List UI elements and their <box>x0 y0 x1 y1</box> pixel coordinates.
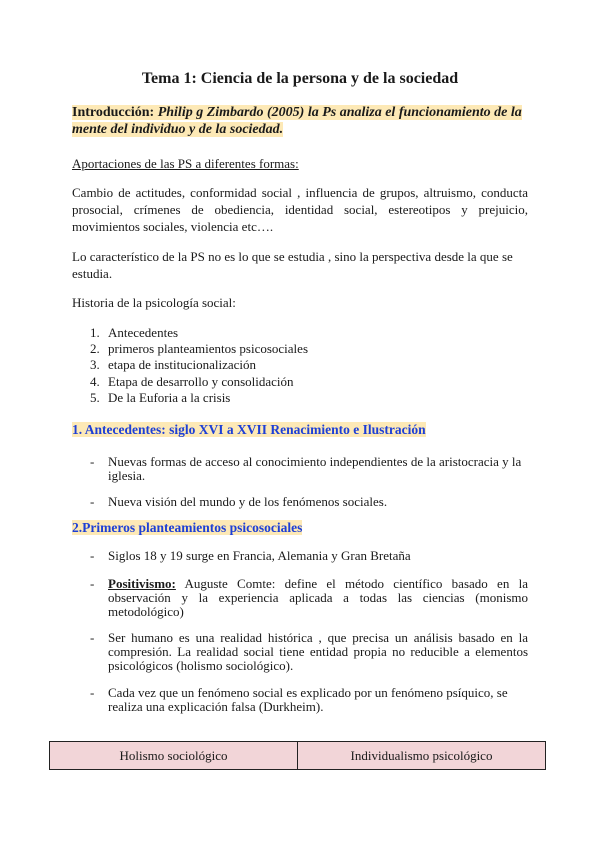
list-item: 5. De la Euforia a la crisis <box>90 389 231 405</box>
list-item: 3. etapa de institucionalización <box>90 357 256 373</box>
section-2-heading: 2.Primeros planteamientos psicosociales <box>72 520 303 535</box>
list-item: 2. primeros planteamientos psicosociales <box>90 341 309 357</box>
historia-heading: Historia de la psicología social: <box>72 295 236 310</box>
page-title: Tema 1: Ciencia de la persona y de la sociedad <box>141 70 459 87</box>
table-row <box>50 742 546 770</box>
table-cell-holismo: Holismo sociológico <box>50 742 298 770</box>
aportaciones-text: Cambio de actitudes, conformidad social , influencia de grupos, altruismo, conducta prosocial, crímenes de obediencia, identidad social, estereotipos y prejuicio, movimientos sociales, violencia etc…. <box>72 185 528 234</box>
intro-text: Philip g Zimbardo (2005) la Ps analiza el funcionamiento de la mente del individuo y de la sociedad. <box>72 105 522 137</box>
section-1-heading: 1. Antecedentes: siglo XVI a XVII Renacimiento e Ilustración <box>72 422 426 437</box>
historia-list <box>90 325 308 406</box>
introduction <box>72 104 532 138</box>
positivismo-label: Positivismo: <box>108 576 176 591</box>
intro-label: Introducción: <box>72 105 158 120</box>
caracteristico-text: Lo característico de la PS no es lo que se estudia , sino la perspectiva desde la que se estudia. <box>72 249 513 281</box>
comparison-table <box>49 741 546 770</box>
list-item: 1. Antecedentes <box>90 325 179 340</box>
aportaciones-heading: Aportaciones de las PS a diferentes formas: <box>72 156 299 171</box>
table-cell-individualismo: Individualismo psicológico <box>298 742 546 770</box>
document-page: Tema 1: Ciencia de la persona y de la sociedad Introducción: Philip g Zimbardo (2005) la Ps analiza el funcionamiento de la mente del individuo y de la sociedad. Aportaciones de las PS a diferentes formas: Cambio de actitudes, conformidad social , influencia de grupos, altruismo, conducta prosocial, crímenes de obediencia, identidad social, estereotipos y prejuicio, movimientos sociales, violencia etc…. Lo característico de la PS no es lo que se estudia , sino la perspectiva desde la que se estudia. Historia de la psicología social: 1. Antecedentes 2. primeros planteamientos psicosociales 3. etapa de institucionalización 4. Etapa de desarrollo y consolidación 5. De la Euforia a la crisis 1. Antecedentes: siglo XVI a XVII Renacimiento e Ilustración - Nuevas formas de acceso al conocimiento independientes de la aristocracia y la iglesia. - Nueva visión del mundo y de los fenómenos sociales. 2.Primeros planteamientos psicosociales - Siglos 18 y 19 surge en Francia, Alemania y Gran Bretaña - Positivismo: Auguste Comte: define el método científico basado en la observación y la experiencia aplicada a todas las ciencias (monismo metodológico) - Ser humano es una realidad histórica , que precisa un análisis basado en la compresión. La realidad social tiene entidad propia no reducible a elementos psicológicos (holismo sociológico). - Cada vez que un fenómeno social es explicado por un fenómeno psíquico, se realiza una explicación falsa (Durkheim). Holismo sociológico Individualismo psicológico <box>0 0 600 848</box>
list-item: 4. Etapa de desarrollo y consolidación <box>90 373 294 389</box>
